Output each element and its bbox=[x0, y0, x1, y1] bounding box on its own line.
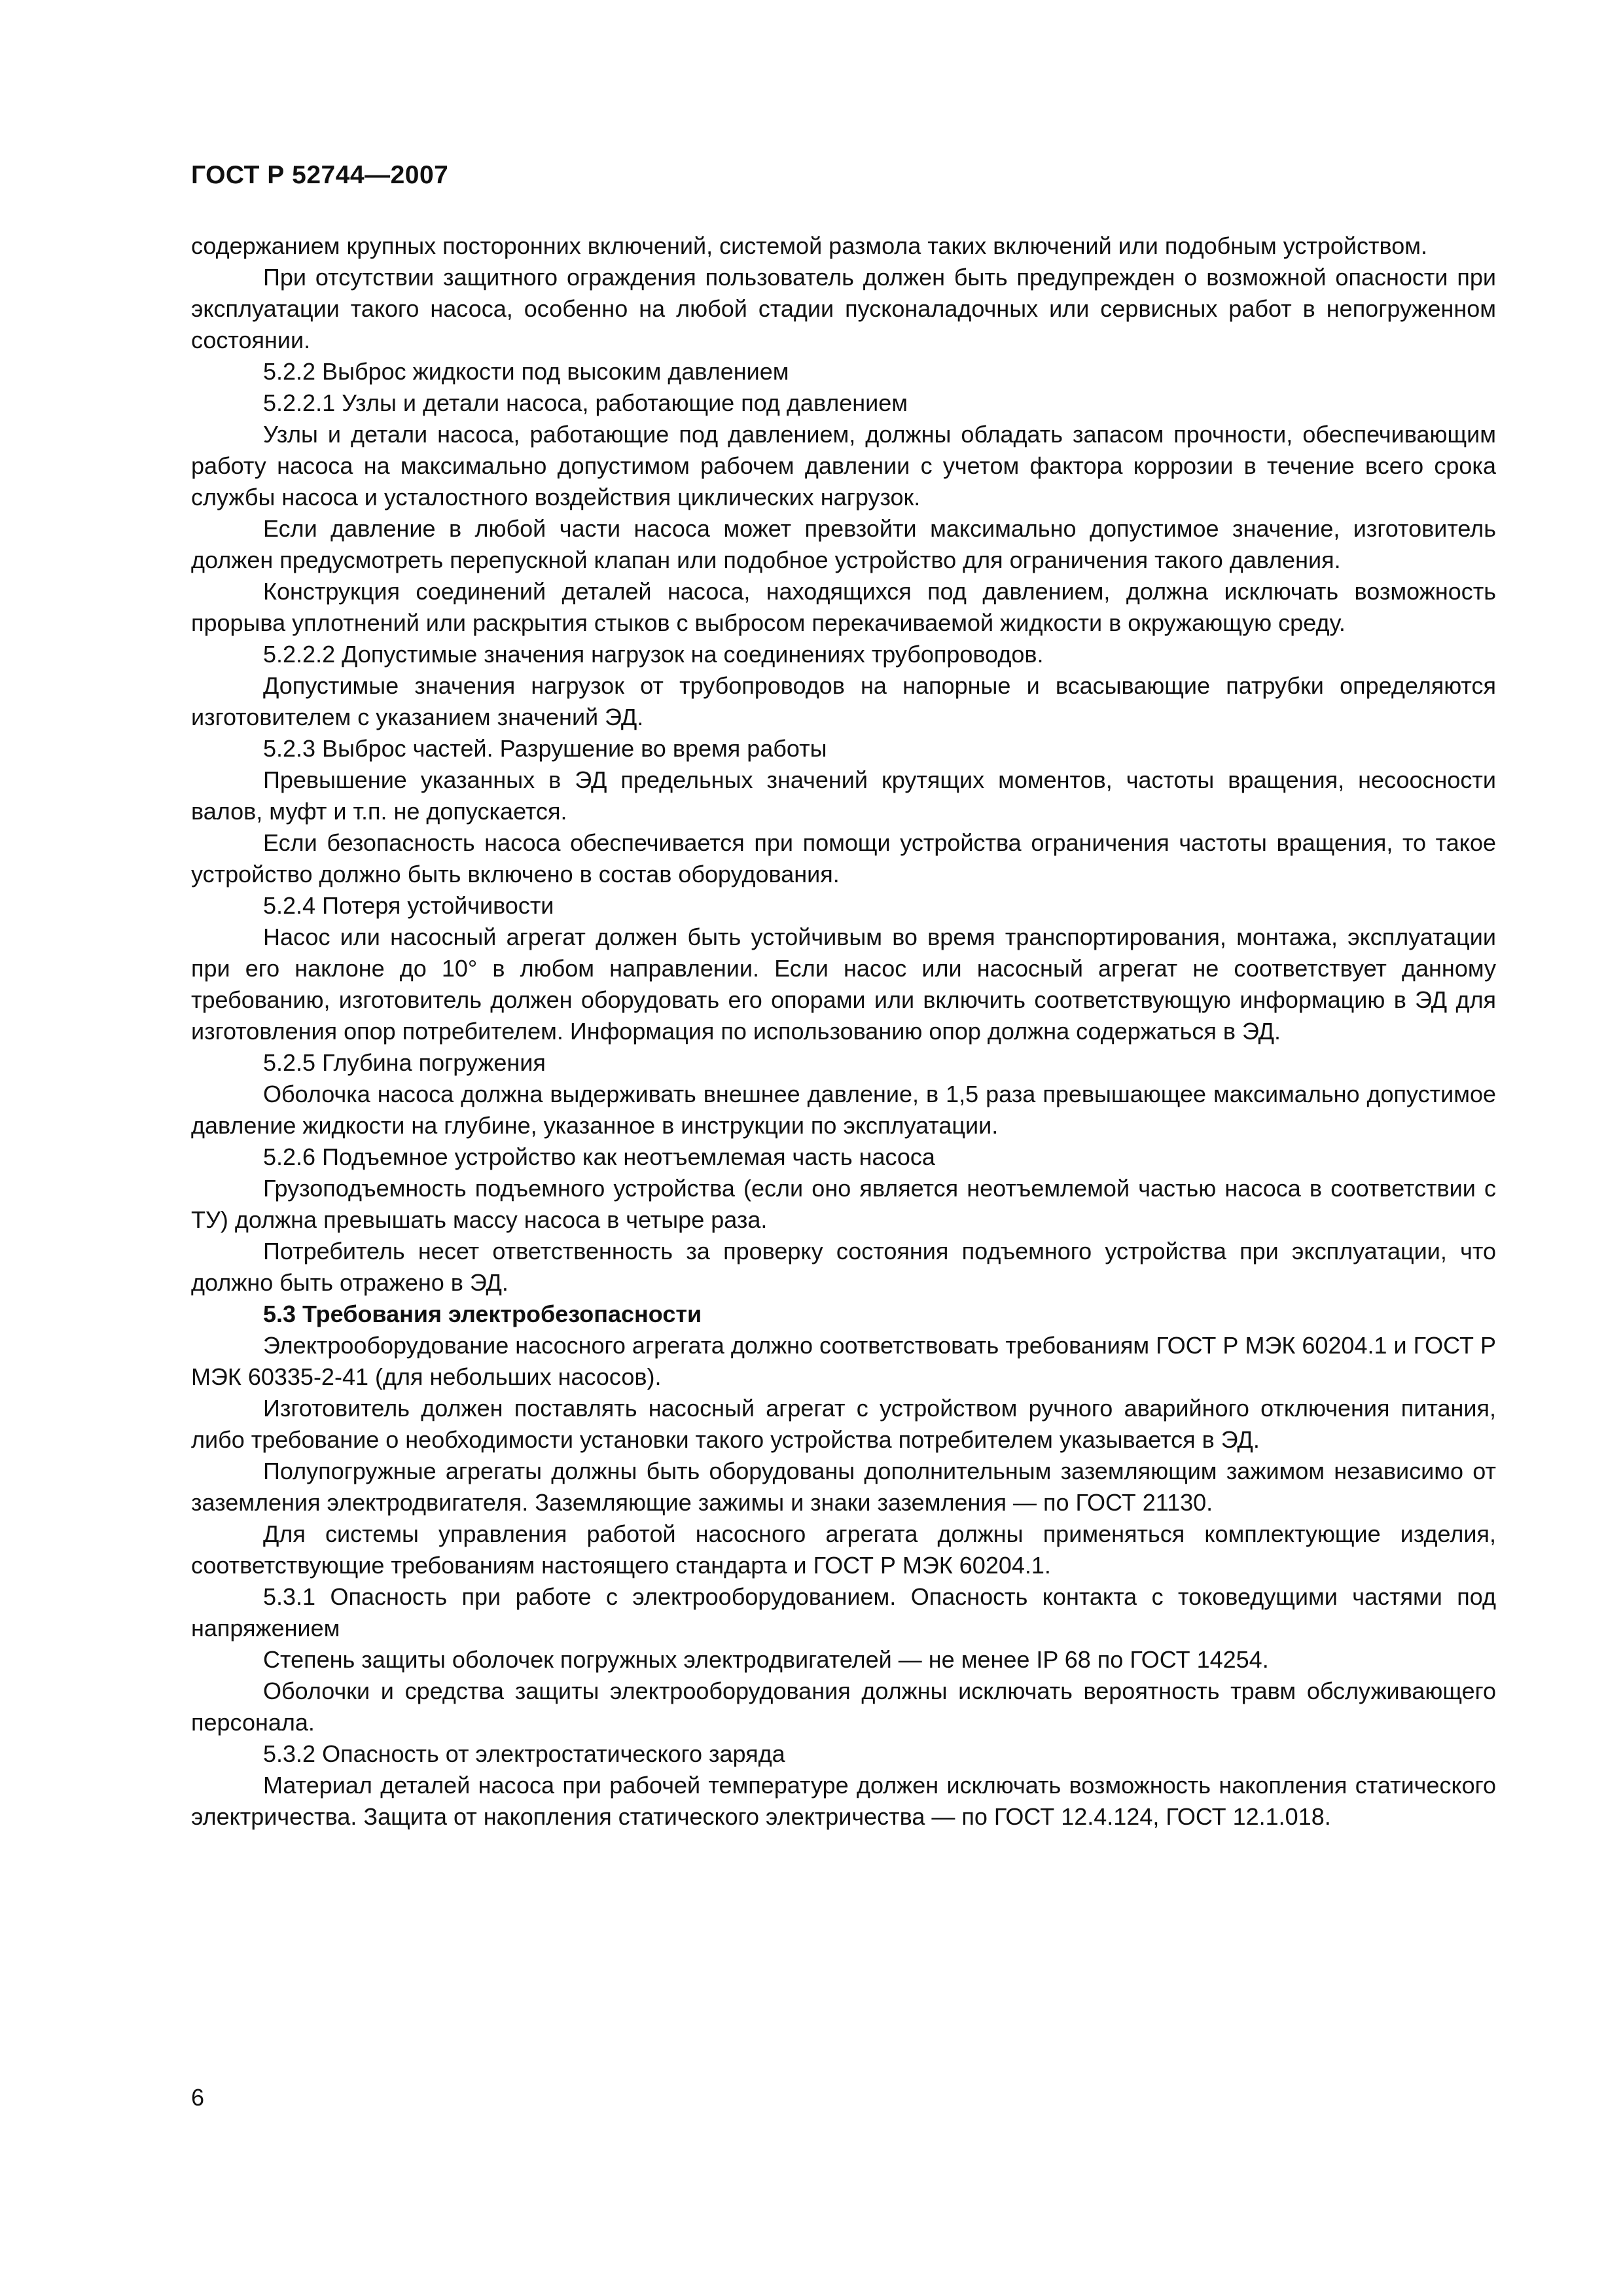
paragraph: Конструкция соединений деталей насоса, находящихся под давлением, должна исключать возможность прорыва уплотнений или раскрытия стыков с выбросом перекачиваемой жидкости в окружающую среду. bbox=[191, 578, 1496, 636]
paragraph: Оболочки и средства защиты электрооборудования должны исключать вероятность травм обслуживающего персонала. bbox=[191, 1677, 1496, 1736]
section-heading-5-2-6: 5.2.6 Подъемное устройство как неотъемлемая часть насоса bbox=[263, 1143, 935, 1170]
section-heading-5-3-2: 5.3.2 Опасность от электростатического заряда bbox=[263, 1740, 785, 1767]
document-body bbox=[191, 230, 1496, 1833]
paragraph: Превышение указанных в ЭД предельных значений крутящих моментов, частоты вращения, несоосности валов, муфт и т.п. не допускается. bbox=[191, 766, 1496, 825]
paragraph: Потребитель несет ответственность за проверку состояния подъемного устройства при эксплуатации, что должно быть отражено в ЭД. bbox=[191, 1238, 1496, 1296]
paragraph: Грузоподъемность подъемного устройства (если оно является неотъемлемой частью насоса в соответствии с ТУ) должна превышать массу насоса в четыре раза. bbox=[191, 1175, 1496, 1233]
page-number: 6 bbox=[191, 2084, 205, 2111]
paragraph: Насос или насосный агрегат должен быть устойчивым во время транспортирования, монтажа, эксплуатации при его наклоне до 10° в любом направлении. Если насос или насосный агрегат не соответствует данному требованию, изготовитель должен оборудовать его опорами или включить соответствующую информацию в ЭД для изготовления опор потребителем. Информация по использованию опор должна содержаться в ЭД. bbox=[191, 924, 1496, 1045]
section-heading-5-3-1: 5.3.1 Опасность при работе с электрооборудованием. Опасность контакта с токоведущими частями под напряжением bbox=[191, 1583, 1496, 1641]
section-heading-5-2-5: 5.2.5 Глубина погружения bbox=[263, 1049, 546, 1076]
paragraph: Степень защиты оболочек погружных электродвигателей — не менее IP 68 по ГОСТ 14254. bbox=[263, 1646, 1269, 1673]
paragraph: Оболочка насоса должна выдерживать внешнее давление, в 1,5 раза превышающее максимально допустимое давление жидкости на глубине, указанное в инструкции по эксплуатации. bbox=[191, 1081, 1496, 1139]
paragraph-continuation: содержанием крупных посторонних включений, системой размола таких включений или подобным устройством. bbox=[191, 232, 1427, 259]
section-heading-5-2-2-1: 5.2.2.1 Узлы и детали насоса, работающие под давлением bbox=[263, 389, 908, 416]
paragraph: Электрооборудование насосного агрегата должно соответствовать требованиям ГОСТ Р МЭК 60204.1 и ГОСТ Р МЭК 60335-2-41 (для небольших насосов). bbox=[191, 1332, 1496, 1390]
section-heading-5-2-4: 5.2.4 Потеря устойчивости bbox=[263, 892, 554, 919]
section-heading-5-3: 5.3 Требования электробезопасности bbox=[263, 1300, 702, 1327]
paragraph: При отсутствии защитного ограждения пользователь должен быть предупрежден о возможной опасности при эксплуатации такого насоса, особенно на любой стадии пусконаладочных или сервисных работ в непогруженном состоянии. bbox=[191, 264, 1496, 353]
paragraph: Изготовитель должен поставлять насосный агрегат с устройством ручного аварийного отключения питания, либо требование о необходимости установки такого устройства потребителем указывается в ЭД. bbox=[191, 1395, 1496, 1453]
paragraph: Если безопасность насоса обеспечивается при помощи устройства ограничения частоты вращения, то такое устройство должно быть включено в состав оборудования. bbox=[191, 829, 1496, 888]
document-header: ГОСТ Р 52744—2007 bbox=[191, 161, 449, 189]
paragraph: Узлы и детали насоса, работающие под давлением, должны обладать запасом прочности, обеспечивающим работу насоса на максимально допустимом рабочем давлении с учетом фактора коррозии в течение всего срока службы насоса и усталостного воздействия циклических нагрузок. bbox=[191, 421, 1496, 511]
section-heading-5-2-2: 5.2.2 Выброс жидкости под высоким давлением bbox=[263, 358, 789, 385]
section-heading-5-2-3: 5.2.3 Выброс частей. Разрушение во время работы bbox=[263, 735, 827, 762]
paragraph: Допустимые значения нагрузок от трубопроводов на напорные и всасывающие патрубки определяются изготовителем с указанием значений ЭД. bbox=[191, 672, 1496, 730]
paragraph: Для системы управления работой насосного агрегата должны применяться комплектующие изделия, соответствующие требованиям настоящего стандарта и ГОСТ Р МЭК 60204.1. bbox=[191, 1520, 1496, 1579]
paragraph: Материал деталей насоса при рабочей температуре должен исключать возможность накопления статического электричества. Защита от накопления статического электричества — по ГОСТ 12.4.124, ГОСТ 12.1.018. bbox=[191, 1772, 1496, 1830]
paragraph: Если давление в любой части насоса может превзойти максимально допустимое значение, изготовитель должен предусмотреть перепускной клапан или подобное устройство для ограничения такого давления. bbox=[191, 515, 1496, 573]
section-heading-5-2-2-2: 5.2.2.2 Допустимые значения нагрузок на соединениях трубопроводов. bbox=[263, 641, 1044, 668]
paragraph: Полупогружные агрегаты должны быть оборудованы дополнительным заземляющим зажимом независимо от заземления электродвигателя. Заземляющие зажимы и знаки заземления — по ГОСТ 21130. bbox=[191, 1458, 1496, 1516]
